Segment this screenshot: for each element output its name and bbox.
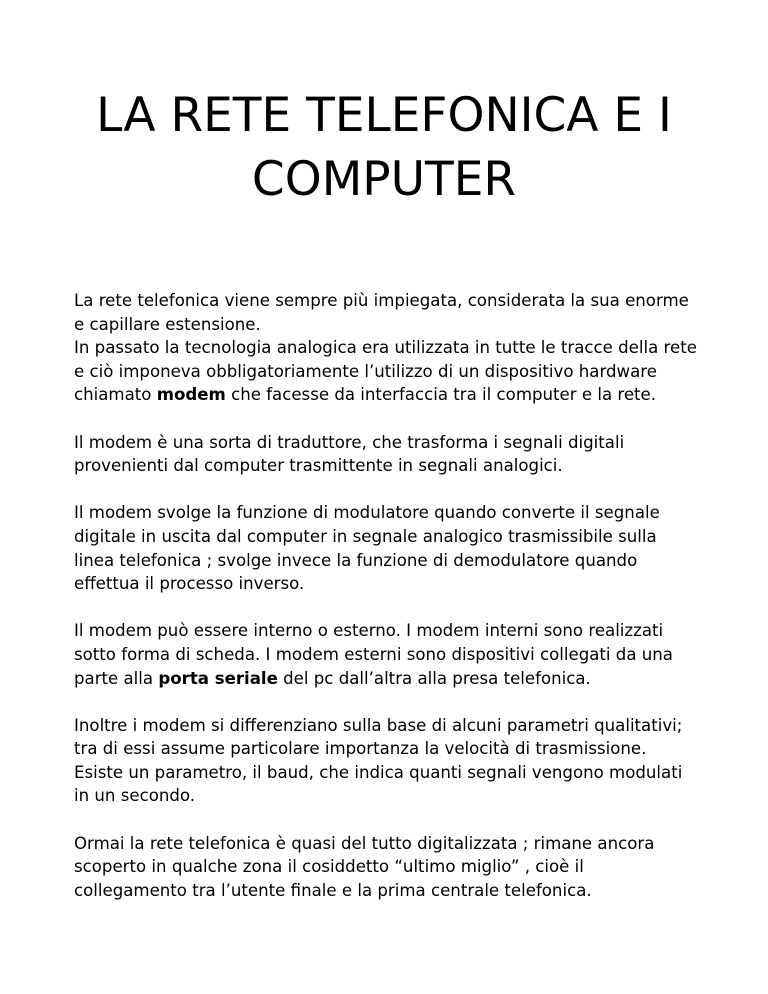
body-text	[74, 289, 714, 902]
text-segment: chiamato	[74, 385, 157, 405]
paragraph-translator	[74, 431, 714, 478]
text-line: Esiste un parametro, il baud, che indica quanti segnali vengono modulati	[74, 762, 683, 782]
page-title	[40, 84, 728, 212]
text-line: e ciò imponeva obbligatoriamente l’utilizzo di un dispositivo hardware	[74, 361, 657, 381]
text-line: sotto forma di scheda. I modem esterni sono dispositivi collegati da una	[74, 644, 673, 664]
text-line	[74, 667, 714, 691]
text-line: provenienti dal computer trasmittente in segnali analogici.	[74, 456, 563, 476]
text-segment: del pc dall’altra alla presa telefonica.	[277, 668, 591, 688]
paragraph-internal-external	[74, 619, 714, 690]
bold-term-porta-seriale: porta seriale	[158, 668, 278, 688]
text-line: collegamento tra l’utente finale e la prima centrale telefonica.	[74, 880, 592, 900]
text-line: digitale in uscita dal computer in segnale analogico trasmissibile sulla	[74, 526, 657, 546]
text-line: linea telefonica ; svolge invece la funzione di demodulatore quando	[74, 550, 638, 570]
text-line: tra di essi assume particolare importanza la velocità di trasmissione.	[74, 739, 647, 759]
text-segment: parte alla	[74, 668, 159, 688]
text-line: e capillare estensione.	[74, 314, 261, 334]
text-line: Il modem svolge la funzione di modulatore quando converte il segnale	[74, 503, 660, 523]
text-line: Inoltre i modem si differenziano sulla base di alcuni parametri qualitativi;	[74, 715, 683, 735]
title-line-1: LA RETE TELEFONICA E I	[96, 88, 672, 143]
text-line: Il modem può essere interno o esterno. I modem interni sono realizzati	[74, 621, 664, 641]
text-line: La rete telefonica viene sempre più impiegata, considerata la sua enorme	[74, 291, 689, 310]
text-line: effettua il processo inverso.	[74, 574, 305, 594]
text-line: Il modem è una sorta di traduttore, che trasforma i segnali digitali	[74, 432, 625, 452]
title-line-2: COMPUTER	[251, 152, 517, 207]
text-line: Ormai la rete telefonica è quasi del tutto digitalizzata ; rimane ancora	[74, 833, 655, 853]
paragraph-intro	[74, 289, 714, 336]
text-line: In passato la tecnologia analogica era utilizzata in tutte le tracce della rete	[74, 338, 697, 358]
paragraph-digitalization	[74, 832, 714, 903]
paragraph-history	[74, 336, 714, 407]
text-line: in un secondo.	[74, 786, 196, 806]
text-segment: che facesse da interfaccia tra il computer e la rete.	[225, 385, 657, 405]
paragraph-parameters	[74, 714, 714, 808]
bold-term-modem: modem	[156, 385, 226, 405]
paragraph-modulator	[74, 501, 714, 595]
text-line: scoperto in qualche zona il cosiddetto “ultimo miglio” , cioè il	[74, 857, 584, 877]
text-line	[74, 383, 714, 407]
